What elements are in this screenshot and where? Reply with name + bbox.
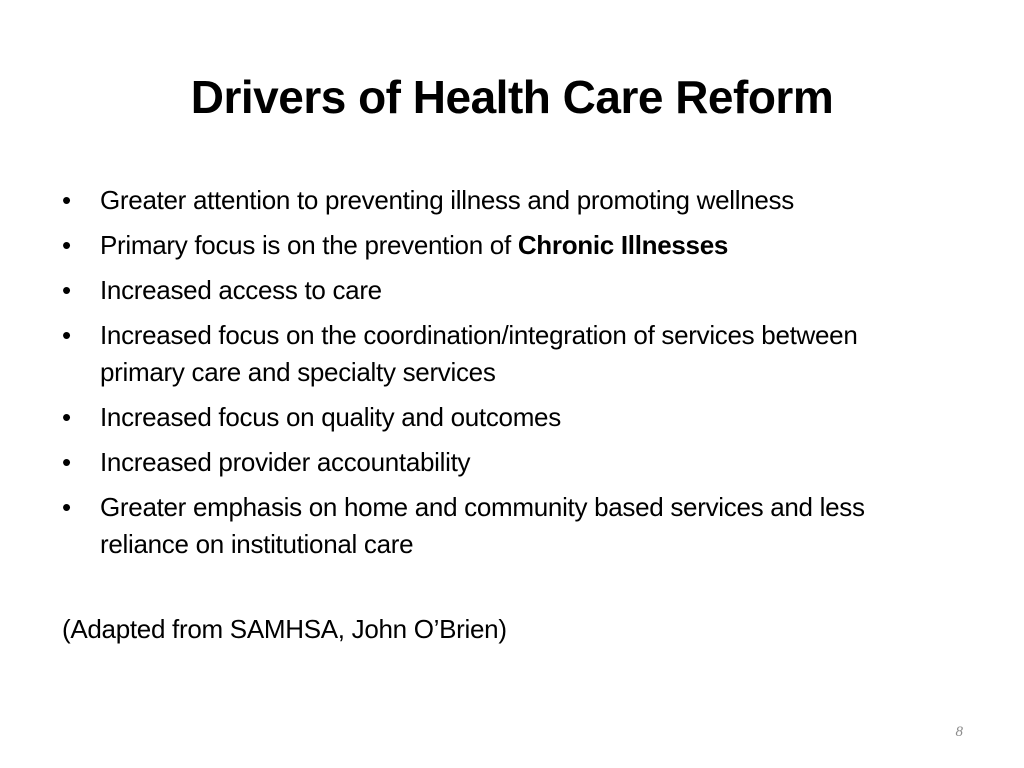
bullet-dot-icon: • [62, 275, 71, 305]
bullet-item [62, 444, 942, 481]
bullet-text: Primary focus is on the prevention of [100, 230, 518, 260]
bullet-text: Greater attention to preventing illness and promoting wellness [100, 185, 794, 215]
bullet-dot-icon: • [62, 185, 71, 215]
bullet-item [62, 227, 942, 264]
bullet-list [62, 182, 942, 571]
bullet-dot-icon: • [62, 230, 71, 260]
bullet-text: Greater emphasis on home and community based services and less reliance on institutional care [100, 492, 865, 559]
bullet-item [62, 489, 942, 563]
bullet-dot-icon: • [62, 320, 71, 350]
bullet-dot-icon: • [62, 402, 71, 432]
source-citation: (Adapted from SAMHSA, John O’Brien) [62, 614, 507, 644]
bullet-item [62, 399, 942, 436]
bullet-dot-icon: • [62, 447, 71, 477]
bullet-text: Increased provider accountability [100, 447, 471, 477]
bullet-dot-icon: • [62, 492, 71, 522]
bullet-item [62, 317, 942, 391]
bullet-text: Increased access to care [100, 275, 382, 305]
bullet-item [62, 272, 942, 309]
slide-page-number: 8 [955, 724, 963, 740]
bullet-text: Increased focus on quality and outcomes [100, 402, 561, 432]
bullet-text: Increased focus on the coordination/integration of services between primary care and specialty services [100, 320, 858, 387]
bullet-item [62, 182, 942, 219]
slide-title: Drivers of Health Care Reform [190, 71, 834, 123]
bullet-bold-text: Chronic Illnesses [517, 230, 729, 260]
